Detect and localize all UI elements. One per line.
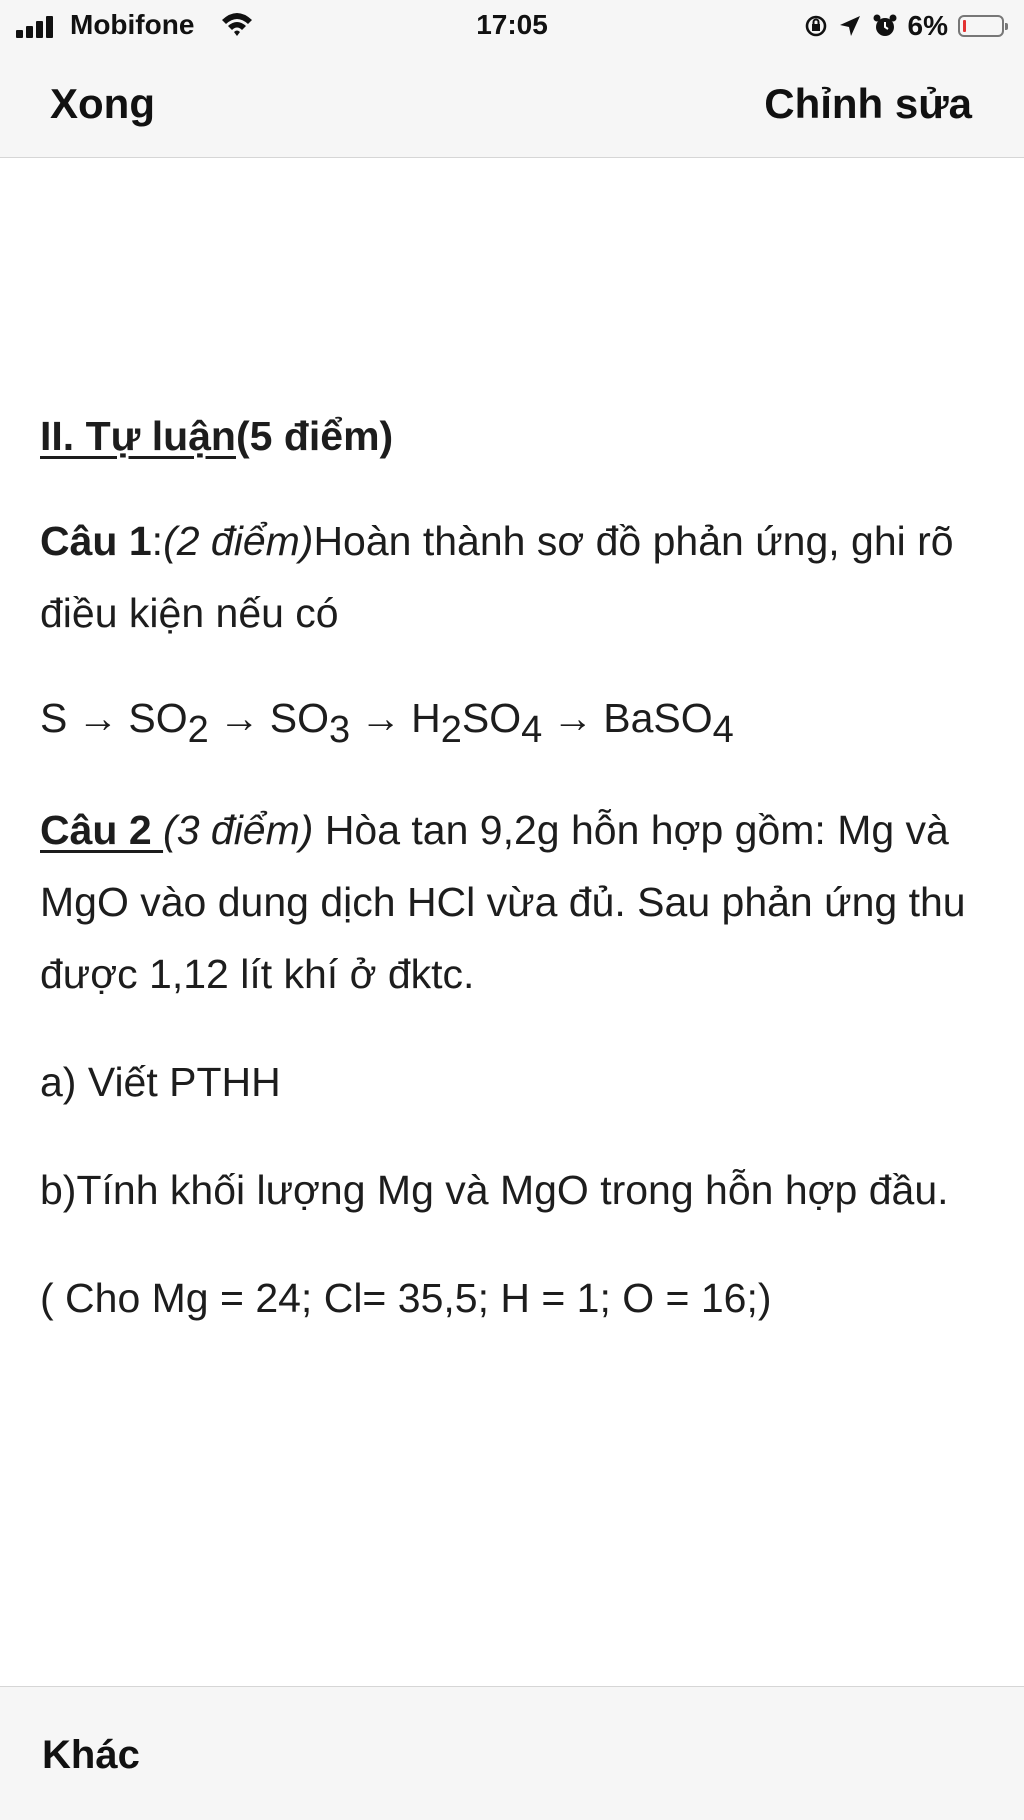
status-bar bbox=[0, 0, 1024, 52]
scheme-arrow: → bbox=[77, 695, 119, 741]
status-time: 17:05 bbox=[476, 9, 548, 40]
nav-bar bbox=[0, 52, 1024, 158]
scheme-h2so4-so-sub: 4 bbox=[521, 709, 543, 751]
scheme-h2so4-h: H bbox=[411, 695, 441, 741]
question-1 bbox=[40, 505, 990, 649]
scheme-baso4-sub: 4 bbox=[712, 709, 734, 751]
scheme-arrow: → bbox=[218, 695, 260, 741]
part-a: a) Viết PTHH bbox=[40, 1059, 281, 1105]
question-2 bbox=[40, 794, 990, 1010]
scheme-h2so4-so: SO bbox=[461, 695, 522, 741]
battery-level bbox=[963, 20, 966, 32]
battery-percent: 6% bbox=[907, 10, 948, 41]
question-1-label: Câu 1 bbox=[40, 518, 152, 564]
part-b: b)Tính khối lượng Mg và MgO trong hỗn hợp đầu. bbox=[40, 1167, 949, 1213]
carrier-name: Mobifone bbox=[70, 9, 195, 40]
status-right bbox=[804, 9, 1004, 43]
question-2-text: Hòa tan 9,2g hỗn hợp gồm: Mg và MgO vào dung dịch HCl vừa đủ. Sau phản ứng thu được 1,12 lít khí ở đktc. bbox=[40, 807, 966, 997]
scheme-arrow: → bbox=[360, 695, 402, 741]
question-1-points: (2 điểm) bbox=[163, 518, 314, 564]
scheme-arrow: → bbox=[552, 695, 594, 741]
document-content bbox=[40, 400, 990, 1334]
rotation-lock-icon bbox=[804, 14, 828, 38]
scheme-so3-sub: 3 bbox=[329, 709, 351, 751]
other-button[interactable]: Khác bbox=[42, 1733, 140, 1777]
scheme-so2: SO bbox=[128, 695, 188, 741]
scheme-s: S bbox=[40, 695, 68, 741]
section-heading bbox=[40, 400, 990, 472]
scheme-h2so4-h-sub: 2 bbox=[440, 709, 462, 751]
location-icon bbox=[838, 14, 862, 38]
question-2-label: Câu 2 bbox=[40, 807, 164, 853]
question-1-text: Hoàn thành sơ đồ phản ứng, ghi rõ điều kiện nếu có bbox=[40, 518, 954, 636]
question-2-points: (3 điểm) bbox=[163, 807, 314, 853]
given-data: ( Cho Mg = 24; Cl= 35,5; H = 1; O = 16;) bbox=[40, 1275, 772, 1321]
battery-icon bbox=[958, 15, 1004, 37]
section-heading-points: (5 điểm) bbox=[235, 413, 394, 459]
edit-button[interactable]: Chỉnh sửa bbox=[764, 80, 972, 127]
question-1-colon: : bbox=[151, 518, 164, 564]
scheme-baso4: BaSO bbox=[603, 695, 713, 741]
bottom-toolbar bbox=[0, 1686, 1024, 1820]
done-button[interactable]: Xong bbox=[50, 80, 155, 127]
alarm-icon bbox=[872, 13, 898, 39]
reaction-scheme bbox=[40, 682, 990, 754]
section-heading-title: II. Tự luận bbox=[40, 413, 236, 459]
scheme-so3: SO bbox=[269, 695, 329, 741]
scheme-so2-sub: 2 bbox=[187, 709, 209, 751]
